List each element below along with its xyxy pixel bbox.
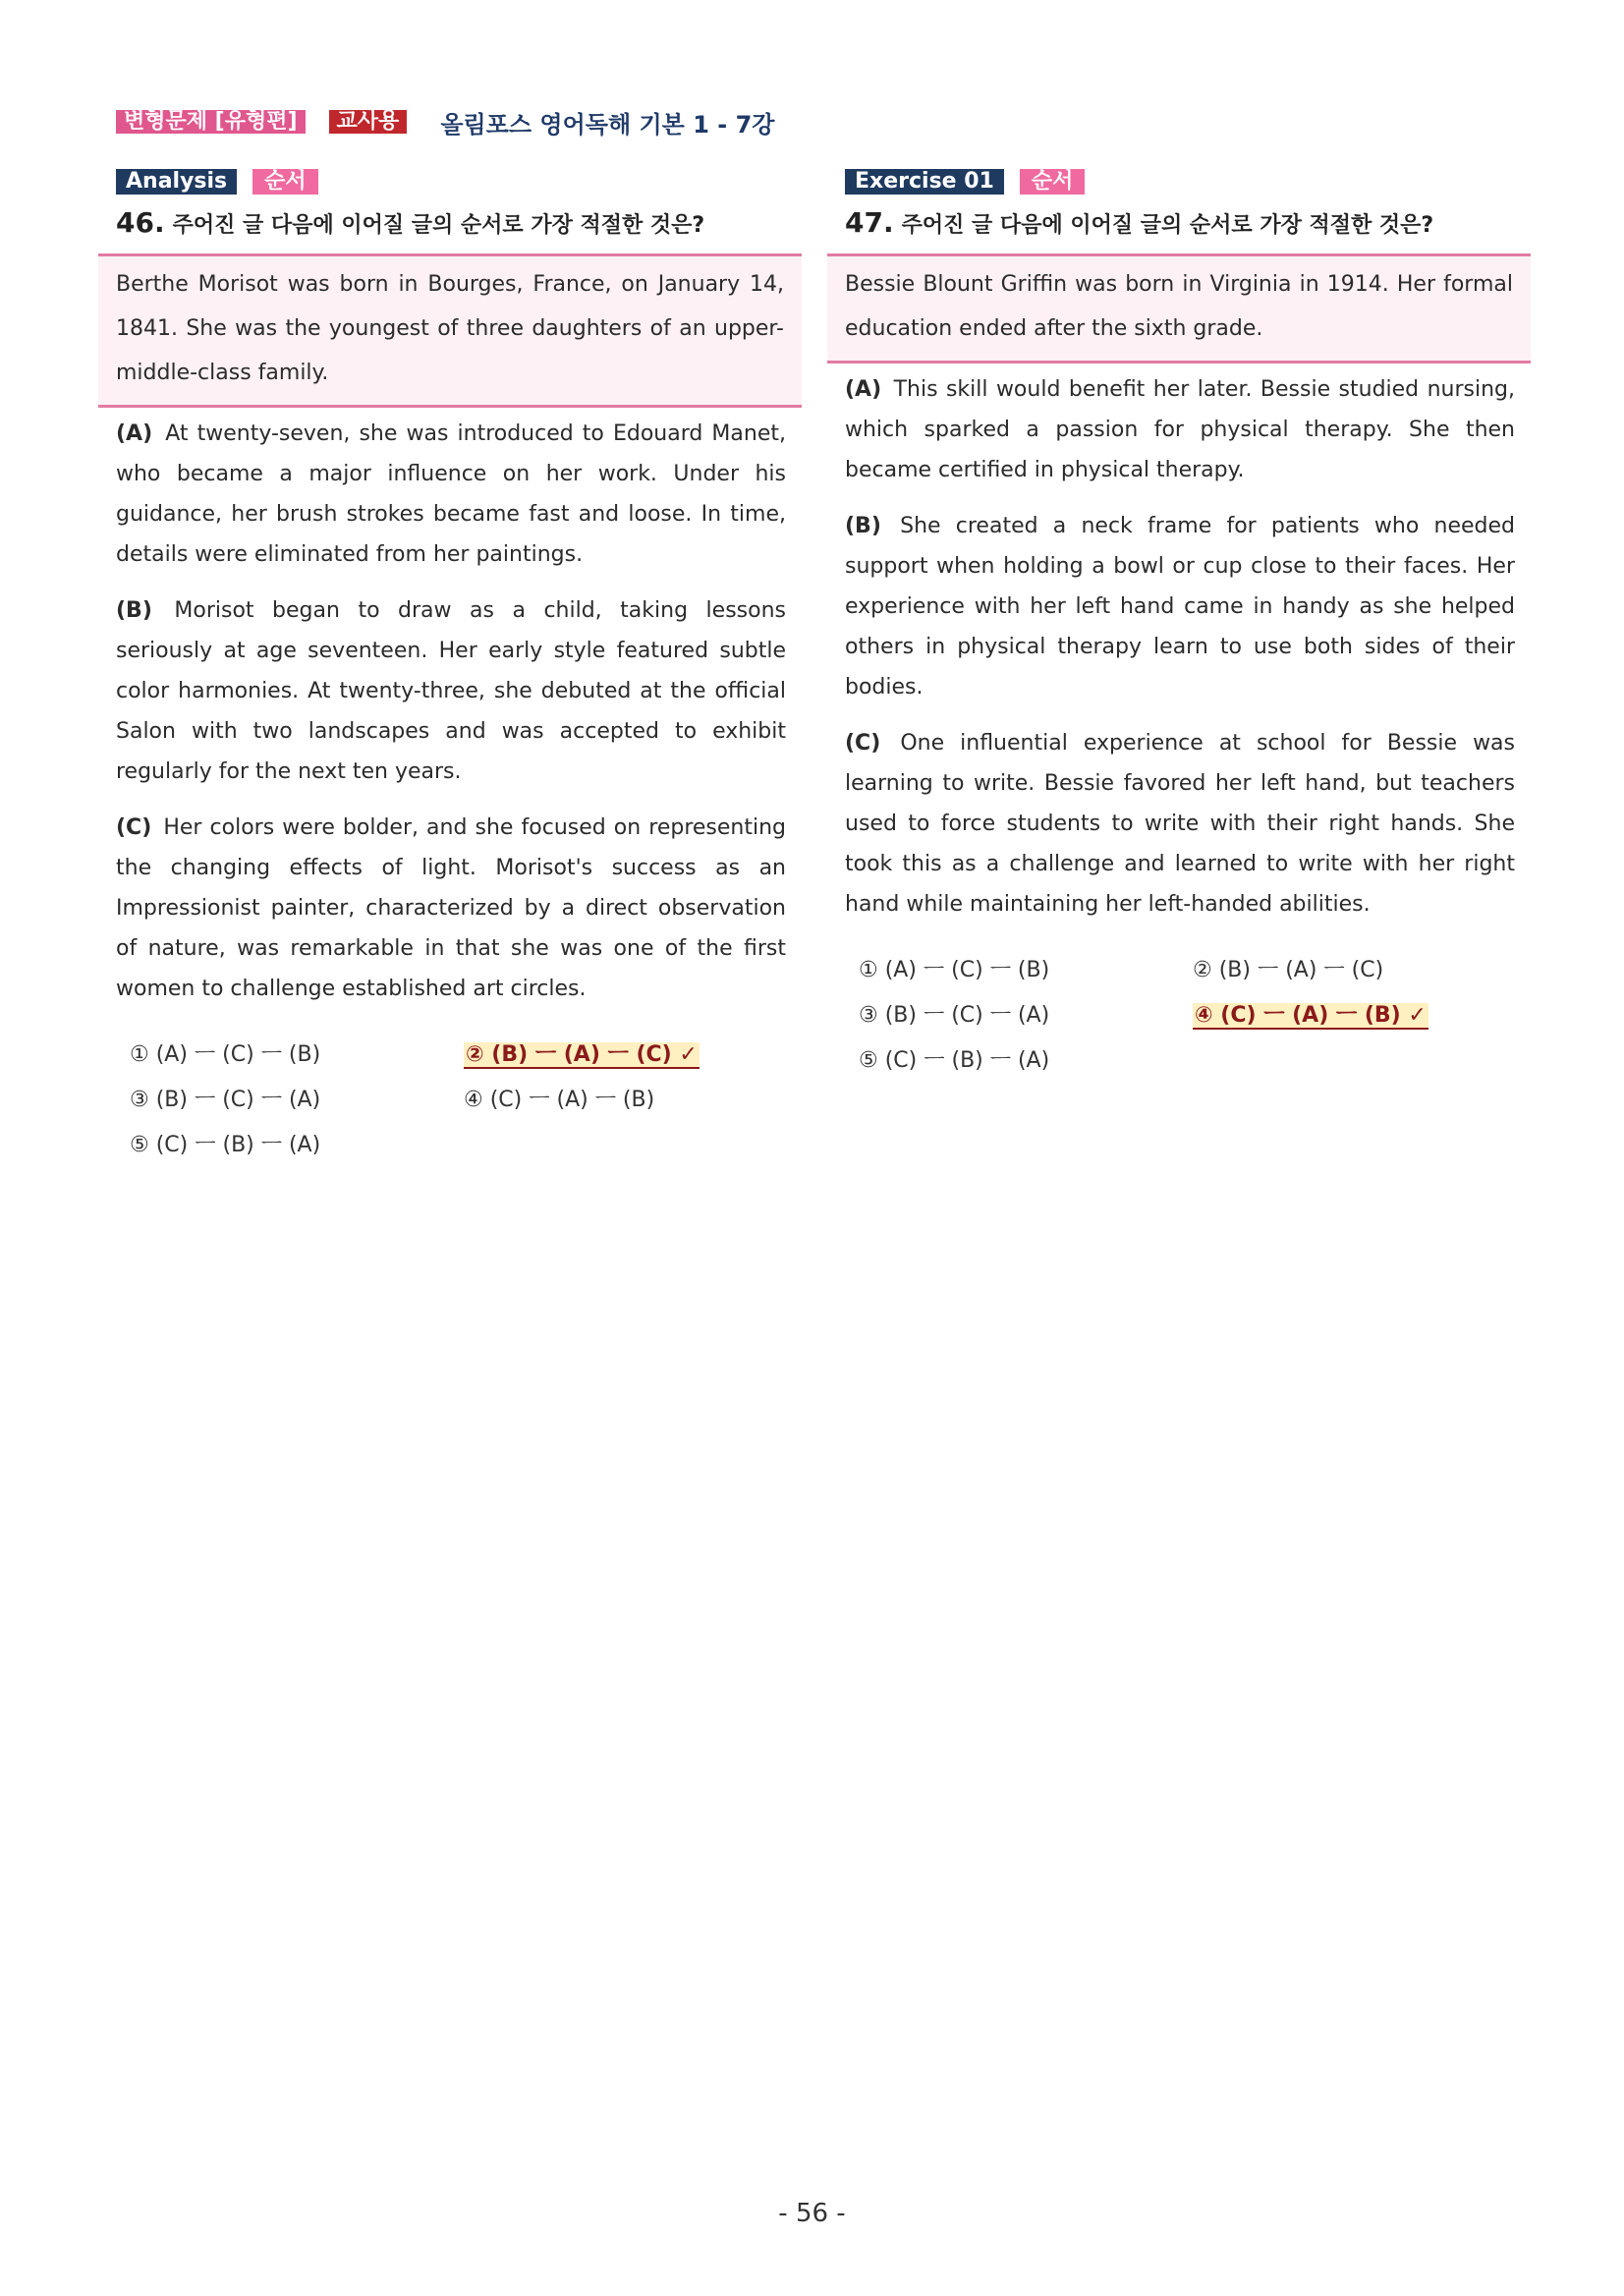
choice-3[interactable]: ③ (B) ㅡ (C) ㅡ (A) <box>130 1088 321 1112</box>
choice-1[interactable]: ① (A) ㅡ (C) ㅡ (B) <box>859 958 1050 982</box>
given-passage: Berthe Morisot was born in Bourges, France, on January 14, 1841. She was the youngest of three daughters of an upper-middle-class family. <box>98 253 802 408</box>
paragraph-key: (B) <box>116 598 152 623</box>
paragraph-text: She created a neck frame for patients who needed support when holding a bowl or cup close to their faces. Her experience with her left hand came in handy as she helped others in physical therapy learn to use both sides of their bodies. <box>845 514 1515 700</box>
question-text: 주어진 글 다음에 이어질 글의 순서로 가장 적절한 것은? <box>901 213 1434 238</box>
choice-1[interactable]: ① (A) ㅡ (C) ㅡ (B) <box>130 1042 321 1067</box>
question-labels <box>845 169 1531 195</box>
order-label: 순서 <box>1020 169 1086 195</box>
paragraph-key: (A) <box>845 377 882 402</box>
page-header <box>116 106 774 138</box>
choice-3[interactable]: ③ (B) ㅡ (C) ㅡ (A) <box>859 1003 1050 1028</box>
choice-5[interactable]: ⑤ (C) ㅡ (B) ㅡ (A) <box>130 1133 321 1157</box>
paragraph-text: Her colors were bolder, and she focused on representing the changing effects of light. Morisot's success as an Impressionist painter, characterized by a direct observation of nature, was remarkable in that she was one of the first women to challenge established art circles. <box>116 815 787 1001</box>
answer-choices <box>130 1035 802 1166</box>
paragraph-c <box>827 723 1531 924</box>
correct-answer-highlight: ④ (C) ㅡ (A) ㅡ (B) ✓ <box>1195 1003 1427 1028</box>
question-stem <box>116 204 802 242</box>
choice-4-correct[interactable] <box>1193 995 1527 1036</box>
given-passage: Bessie Blount Griffin was born in Virginia in 1914. Her formal education ended after the sixth grade. <box>827 253 1531 364</box>
paragraph-text: One influential experience at school for Bessie was learning to write. Bessie favored her left hand, but teachers used to force students to write with their right hands. She took this as a challenge and learned to write with her right hand while maintaining her left-handed abilities. <box>845 731 1516 917</box>
question-46-column <box>98 169 802 1166</box>
paragraph-text: Morisot began to draw as a child, taking lessons seriously at age seventeen. Her early style featured subtle color harmonies. At twenty-three, she debuted at the official Salon with two landscapes and was accepted to exhibit regularly for the next ten years. <box>116 598 786 784</box>
choice-5[interactable]: ⑤ (C) ㅡ (B) ㅡ (A) <box>859 1048 1050 1073</box>
teacher-tag: 교사용 <box>329 110 408 134</box>
answer-choices <box>859 950 1531 1082</box>
book-title: 올림포스 영어독해 기본 1 - 7강 <box>440 110 775 139</box>
question-stem <box>845 204 1531 242</box>
correct-answer-highlight: ② (B) ㅡ (A) ㅡ (C) ✓ <box>466 1042 698 1067</box>
choice-4[interactable]: ④ (C) ㅡ (A) ㅡ (B) <box>464 1088 655 1112</box>
analysis-label: Analysis <box>116 169 237 195</box>
paragraph-text: At twenty-seven, she was introduced to Edouard Manet, who became a major influence on her work. Under his guidance, her brush strokes became fast and loose. In time, details were eliminated from her paintings. <box>116 421 786 567</box>
exercise-label: Exercise 01 <box>845 169 1004 195</box>
paragraph-key: (A) <box>116 421 153 446</box>
question-number: 46. <box>116 206 165 239</box>
paragraph-a <box>827 369 1531 490</box>
paragraph-text: This skill would benefit her later. Bessie studied nursing, which sparked a passion for physical therapy. She then became certified in physical therapy. <box>845 377 1515 482</box>
question-labels <box>116 169 802 195</box>
choice-2[interactable]: ② (B) ㅡ (A) ㅡ (C) <box>1193 958 1384 982</box>
paragraph-c <box>98 808 802 1009</box>
paragraph-b <box>98 590 802 792</box>
question-text: 주어진 글 다음에 이어질 글의 순서로 가장 적절한 것은? <box>172 213 705 238</box>
paragraph-a <box>98 414 802 575</box>
order-label: 순서 <box>252 169 318 195</box>
question-47-column <box>827 169 1531 1082</box>
paragraph-key: (C) <box>116 815 152 840</box>
paragraph-b <box>827 506 1531 707</box>
question-number: 47. <box>845 206 894 239</box>
type-tag: 변형문제 [유형편] <box>116 110 306 134</box>
page-number: - 56 - <box>778 2199 846 2228</box>
paragraph-key: (B) <box>845 514 881 538</box>
choice-2-correct[interactable] <box>464 1035 798 1076</box>
paragraph-key: (C) <box>845 731 881 756</box>
